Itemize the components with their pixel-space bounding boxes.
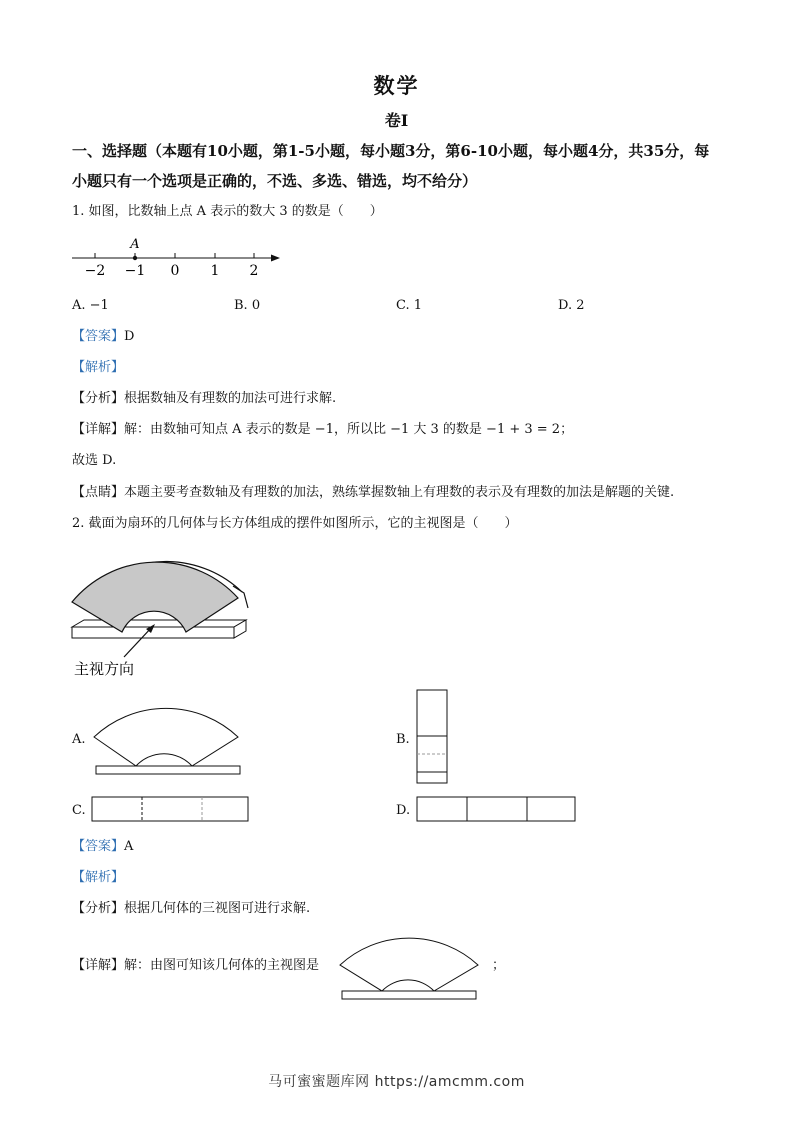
q2-option-a-figure[interactable] <box>88 696 246 778</box>
answer-tag: 【答案】 <box>72 839 125 854</box>
q2-detail-end: ； <box>492 958 506 973</box>
q2-3d-figure <box>66 550 256 680</box>
q2-fenxi <box>72 900 310 918</box>
q1-conclusion: 故选 D. <box>72 453 117 468</box>
tick-label: 0 <box>170 263 180 279</box>
q2-stem: 2. 截面为扇环的几何体与长方体组成的摆件如图所示，它的主视图是（ ） <box>72 516 518 531</box>
q1-option-c[interactable]: C. 1 <box>396 298 423 313</box>
site-footer: 马可蜜蜜题库网 https://amcmm.com <box>268 1074 525 1090</box>
answer-value: D <box>124 329 135 344</box>
fenxi-text: 根据数轴及有理数的加法可进行求解. <box>124 391 337 406</box>
detail-tag: 【详解】 <box>72 958 125 973</box>
fenxi-tag: 【分析】 <box>72 391 125 406</box>
q2-option-d-label[interactable]: D. <box>396 803 411 818</box>
q1-option-d[interactable]: D. 2 <box>558 298 585 313</box>
view-direction-caption: 主视方向 <box>74 660 135 678</box>
tick-label: 2 <box>249 263 259 279</box>
q2-answer <box>72 838 133 856</box>
q1-analysis-tag: 【解析】 <box>72 360 125 375</box>
q1-fenxi <box>72 390 336 408</box>
detail-text: 解：由数轴可知点 A 表示的数是 −1，所以比 −1 大 3 的数是 −1 + 3 = 2； <box>124 422 574 437</box>
tick-label: −1 <box>124 263 146 279</box>
q2-detail-front-view <box>336 925 482 1003</box>
q2-option-b-figure[interactable] <box>415 688 451 786</box>
point-a-marker <box>133 256 137 260</box>
q1-stem: 1. 如图，比数轴上点 A 表示的数大 3 的数是（ ） <box>72 204 383 219</box>
q1-answer <box>72 328 134 346</box>
q2-analysis-tag: 【解析】 <box>72 870 125 885</box>
tick-label: −2 <box>84 263 106 279</box>
q1-detail <box>72 421 573 439</box>
volume-label: 卷Ⅰ <box>384 111 409 130</box>
q2-option-d-figure[interactable] <box>415 795 579 825</box>
q1-option-a[interactable]: A. −1 <box>72 298 109 313</box>
q1-comment <box>72 484 674 502</box>
comment-text: 本题主要考查数轴及有理数的加法，熟练掌握数轴上有理数的表示及有理数的加法是解题的关键. <box>124 485 675 500</box>
q1-number-line <box>70 232 290 280</box>
section-heading: 一、选择题（本题有10小题，第1-5小题，每小题3分，第6-10小题，每小题4分，共35分，每小题只有一个选项是正确的，不选、多选、错选，均不给分） <box>72 142 710 190</box>
detail-tag: 【详解】 <box>72 422 125 437</box>
q1-option-b[interactable]: B. 0 <box>234 298 261 313</box>
answer-tag: 【答案】 <box>72 329 125 344</box>
fenxi-tag: 【分析】 <box>72 901 125 916</box>
q2-option-a-label[interactable]: A. <box>72 732 86 747</box>
q2-option-b-label[interactable]: B. <box>396 732 410 747</box>
fenxi-text: 根据几何体的三视图可进行求解. <box>124 901 311 916</box>
page-title: 数学 <box>373 73 420 98</box>
q2-option-c-figure[interactable] <box>90 795 252 825</box>
answer-value: A <box>124 839 134 854</box>
point-a-label: A <box>130 237 140 252</box>
q2-detail <box>72 957 319 975</box>
detail-text: 解：由图可知该几何体的主视图是 <box>124 958 320 973</box>
comment-tag: 【点睛】 <box>72 485 125 500</box>
q2-option-c-label[interactable]: C. <box>72 803 86 818</box>
tick-label: 1 <box>210 263 220 279</box>
